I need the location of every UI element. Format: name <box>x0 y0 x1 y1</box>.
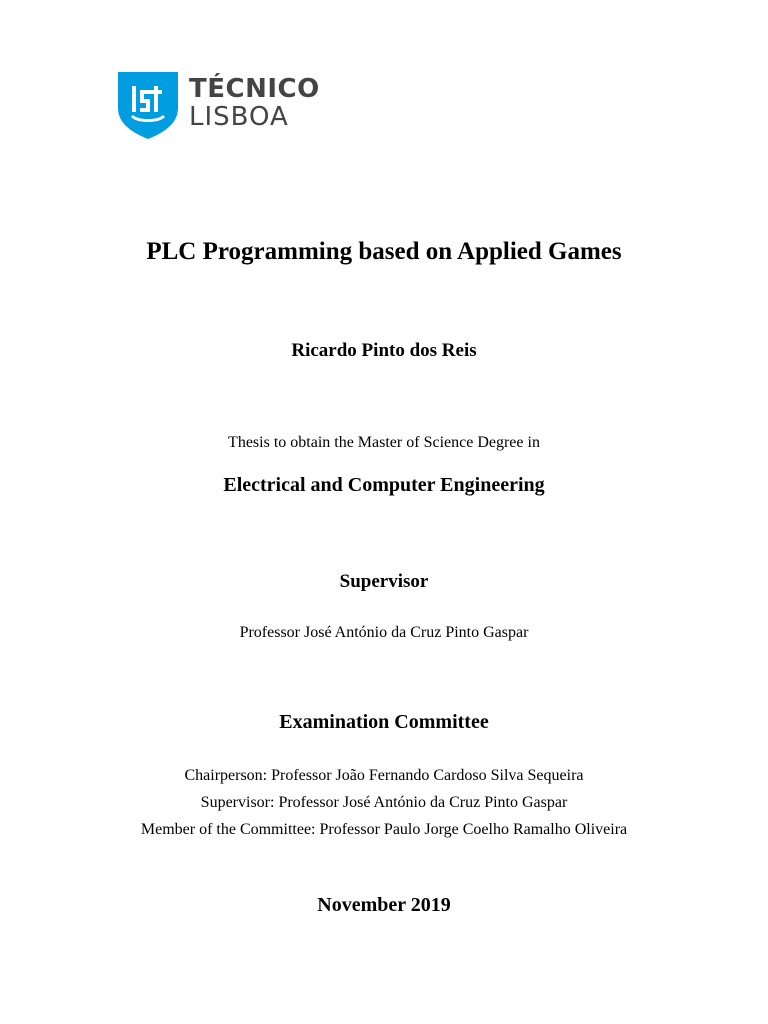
logo-line-lisboa: LISBOA <box>189 102 289 132</box>
tecnico-lisboa-logo <box>118 72 320 140</box>
committee-list <box>0 762 768 843</box>
submission-date: November 2019 <box>317 894 451 916</box>
committee-member-member: Member of the Committee: Professor Paulo Jorge Coelho Ramalho Oliveira <box>140 821 628 838</box>
logo-line-tecnico: TÉCNICO <box>189 74 320 104</box>
thesis-title: PLC Programming based on Applied Games <box>146 238 622 265</box>
committee-member-supervisor: Supervisor: Professor José António da Cruz Pinto Gaspar <box>200 794 568 811</box>
logo-wordmark <box>189 76 320 130</box>
ist-shield-icon <box>118 72 178 139</box>
committee-member-chairperson: Chairperson: Professor João Fernando Cardoso Silva Sequeira <box>184 767 584 784</box>
author-name: Ricardo Pinto dos Reis <box>291 340 477 361</box>
degree-intro: Thesis to obtain the Master of Science Degree in <box>228 434 540 451</box>
supervisor-name: Professor José António da Cruz Pinto Gaspar <box>239 624 529 641</box>
degree-name: Electrical and Computer Engineering <box>223 474 545 496</box>
supervisor-heading: Supervisor <box>339 571 429 592</box>
committee-heading: Examination Committee <box>279 711 489 733</box>
